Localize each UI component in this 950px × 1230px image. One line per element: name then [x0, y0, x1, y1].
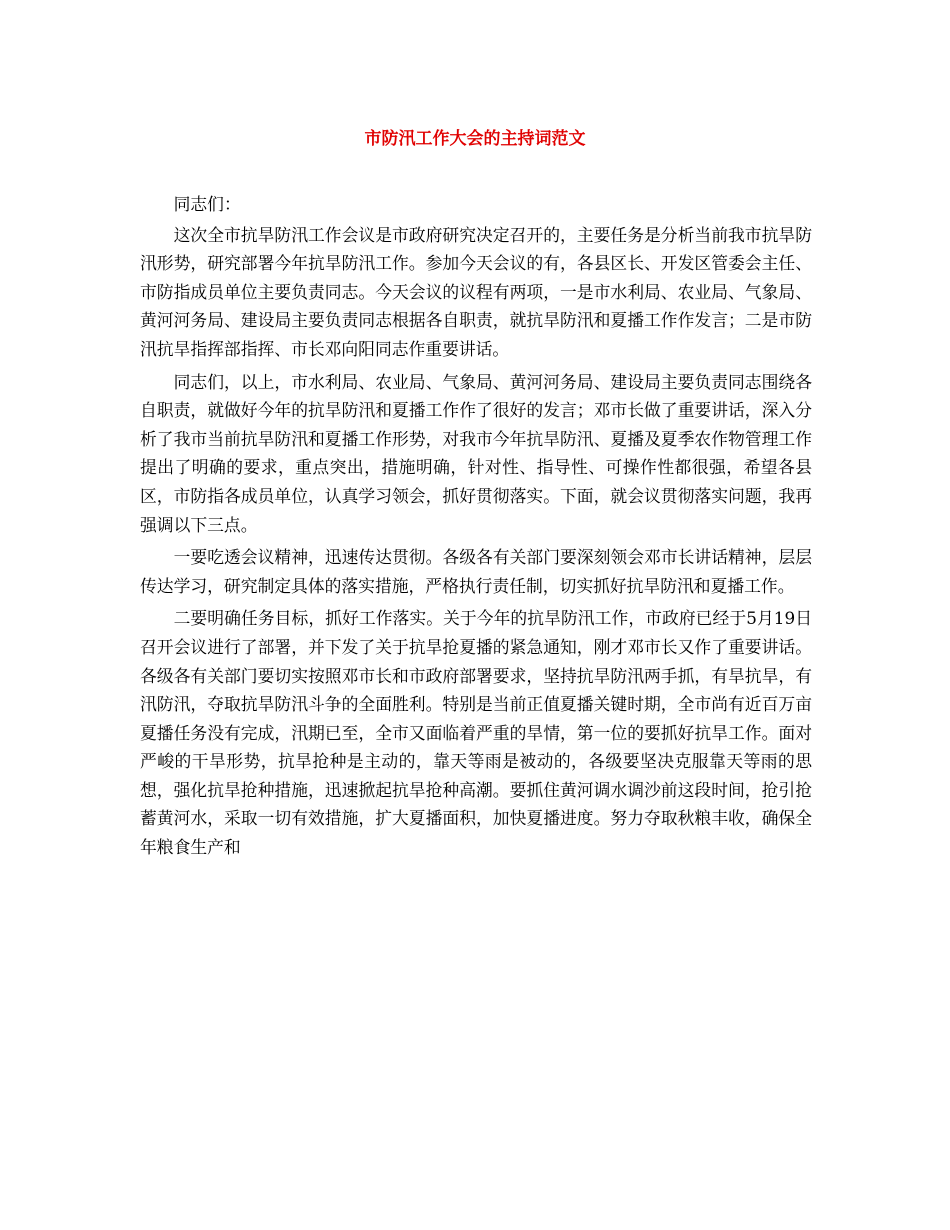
paragraph-4: 二要明确任务目标，抓好工作落实。关于今年的抗旱防汛工作，市政府已经于5月19日召开会议进行了部署，并下发了关于抗旱抢夏播的紧急通知，刚才邓市长又作了重要讲话。各级各有关部门要切实按照邓市长和市政府部署要求，坚持抗旱防汛两手抓，有旱抗旱，有汛防汛，夺取抗旱防汛斗争的全面胜利。特别是当前正值夏播关键时期，全市尚有近百万亩夏播任务没有完成，汛期已至，全市又面临着严重的旱情，第一位的要抓好抗旱工作。面对严峻的干旱形势，抗旱抢种是主动的，靠天等雨是被动的，各级要坚决克服靠天等雨的思想，强化抗旱抢种措施，迅速掀起抗旱抢种高潮。要抓住黄河调水调沙前这段时间，抢引抢蓄黄河水，采取一切有效措施，扩大夏播面积，加快夏播进度。努力夺取秋粮丰收，确保全年粮食生产和 [140, 608, 812, 858]
document-body [140, 190, 812, 866]
document-title: 市防汛工作大会的主持词范文 [364, 129, 586, 149]
greeting: 同志们： [173, 194, 241, 214]
paragraph-3: 一要吃透会议精神，迅速传达贯彻。各级各有关部门要深刻领会邓市长讲话精神，层层传达学习，研究制定具体的落实措施，严格执行责任制，切实抓好抗旱防汛和夏播工作。 [140, 547, 812, 596]
paragraph-2: 同志们，以上，市水利局、农业局、气象局、黄河河务局、建设局主要负责同志围绕各自职责，就做好今年的抗旱防汛和夏播工作作了很好的发言；邓市长做了重要讲话，深入分析了我市当前抗旱防汛和夏播工作形势，对我市今年抗旱防汛、夏播及夏季农作物管理工作提出了明确的要求，重点突出，措施明确，针对性、指导性、可操作性都很强，希望各县区，市防指各成员单位，认真学习领会，抓好贯彻落实。下面，就会议贯彻落实问题，我再强调以下三点。 [140, 371, 812, 535]
paragraph-1: 这次全市抗旱防汛工作会议是市政府研究决定召开的，主要任务是分析当前我市抗旱防汛形势，研究部署今年抗旱防汛工作。参加今天会议的有，各县区长、开发区管委会主任、市防指成员单位主要负责同志。今天会议的议程有两项，一是市水利局、农业局、气象局、黄河河务局、建设局主要负责同志根据各自职责，就抗旱防汛和夏播工作作发言；二是市防汛抗旱指挥部指挥、市长邓向阳同志作重要讲话。 [140, 224, 812, 359]
